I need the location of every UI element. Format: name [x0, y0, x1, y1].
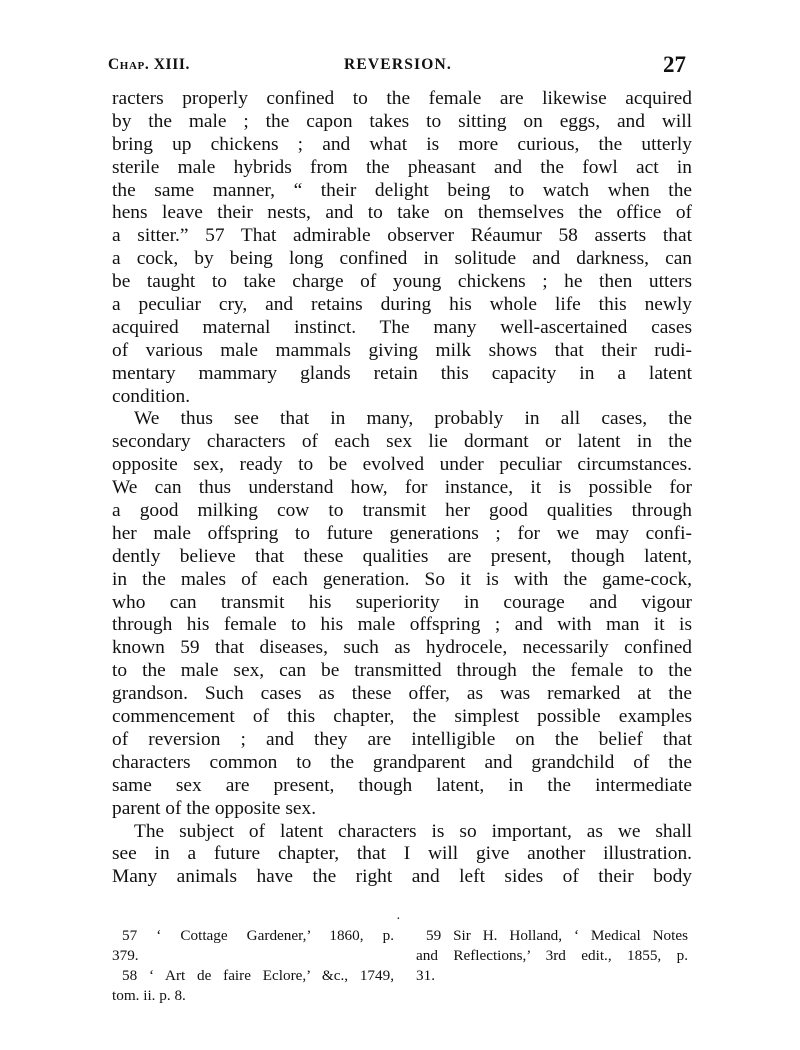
text-line: see in a future chapter, that I will give another illustration.: [112, 843, 692, 865]
chapter-label: Chap. XIII.: [108, 56, 190, 73]
text-line: by the male ; the capon takes to sitting on eggs, and will: [112, 110, 692, 132]
text-line: a cock, by being long confined in solitude and darkness, can: [112, 248, 692, 270]
text-line: secondary characters of each sex lie dormant or latent in the: [112, 431, 692, 453]
text-line: a good milking cow to transmit her good qualities through: [112, 500, 692, 522]
text-line: parent of the opposite sex.: [112, 797, 317, 819]
text-line: to the male sex, can be transmitted through the female to the: [112, 660, 692, 682]
text-line: a peculiar cry, and retains during his whole life this newly: [112, 294, 692, 316]
text-line: opposite sex, ready to be evolved under peculiar circumstances.: [112, 454, 692, 476]
text-line: same sex are present, though latent, in the intermediate: [112, 774, 692, 796]
footnote-line: 379.: [112, 947, 139, 964]
text-line: commencement of this chapter, the simplest possible examples: [112, 706, 692, 728]
text-line: who can transmit his superiority in courage and vigour: [112, 591, 692, 613]
text-line: characters common to the grandparent and grandchild of the: [112, 751, 692, 773]
text-line: through his female to his male offspring ; and with man it is: [112, 614, 692, 636]
footnote-line: 59 Sir H. Holland, ‘ Medical Notes: [426, 927, 688, 944]
text-line: mentary mammary glands retain this capacity in a latent: [112, 362, 692, 384]
text-line: We can thus understand how, for instance, it is possible for: [112, 477, 692, 499]
text-line: a sitter.” 57 That admirable observer Réaumur 58 asserts that: [112, 225, 692, 247]
text-line: of reversion ; and they are intelligible on the belief that: [112, 728, 692, 750]
running-header: [108, 52, 688, 86]
text-line: The subject of latent characters is so important, as we shall: [134, 820, 692, 842]
footnotes-right: [416, 926, 688, 986]
footnote-line: 58 ‘ Art de faire Eclore,’ &c., 1749,: [122, 967, 394, 984]
text-line: bring up chickens ; and what is more curious, the utterly: [112, 133, 692, 155]
text-line: of various male mammals giving milk shows that their rudi-: [112, 339, 692, 361]
footnote-line: tom. ii. p. 8.: [112, 987, 186, 1004]
print-speck: ·: [396, 912, 401, 927]
footnotes-left: [112, 926, 394, 1006]
text-line: dently believe that these qualities are present, though latent,: [112, 545, 692, 567]
text-line: hens leave their nests, and to take on themselves the office of: [112, 202, 692, 224]
page-number: 27: [663, 52, 686, 77]
text-line: We thus see that in many, probably in all cases, the: [134, 408, 692, 430]
text-line: Many animals have the right and left sides of their body: [112, 866, 692, 888]
body-text: [112, 88, 692, 889]
text-line: the same manner, “ their delight being to watch when the: [112, 179, 692, 201]
text-line: racters properly confined to the female are likewise acquired: [112, 88, 692, 109]
running-title: REVERSION.: [343, 56, 453, 73]
text-line: sterile male hybrids from the pheasant and the fowl act in: [112, 156, 692, 178]
text-line: condition.: [112, 385, 191, 407]
text-line: be taught to take charge of young chickens ; he then utters: [112, 271, 692, 293]
text-line: known 59 that diseases, such as hydrocele, necessarily confined: [112, 637, 692, 659]
text-line: grandson. Such cases as these offer, as was remarked at the: [112, 683, 692, 705]
text-line: acquired maternal instinct. The many well-ascertained cases: [112, 316, 692, 338]
text-line: her male offspring to future generations ; for we may confi-: [112, 522, 692, 544]
footnote-line: 31.: [416, 967, 435, 984]
footnote-line: and Reflections,’ 3rd edit., 1855, p.: [416, 947, 688, 964]
footnote-line: 57 ‘ Cottage Gardener,’ 1860, p.: [122, 927, 394, 944]
text-line: in the males of each generation. So it is with the game-cock,: [112, 568, 692, 590]
